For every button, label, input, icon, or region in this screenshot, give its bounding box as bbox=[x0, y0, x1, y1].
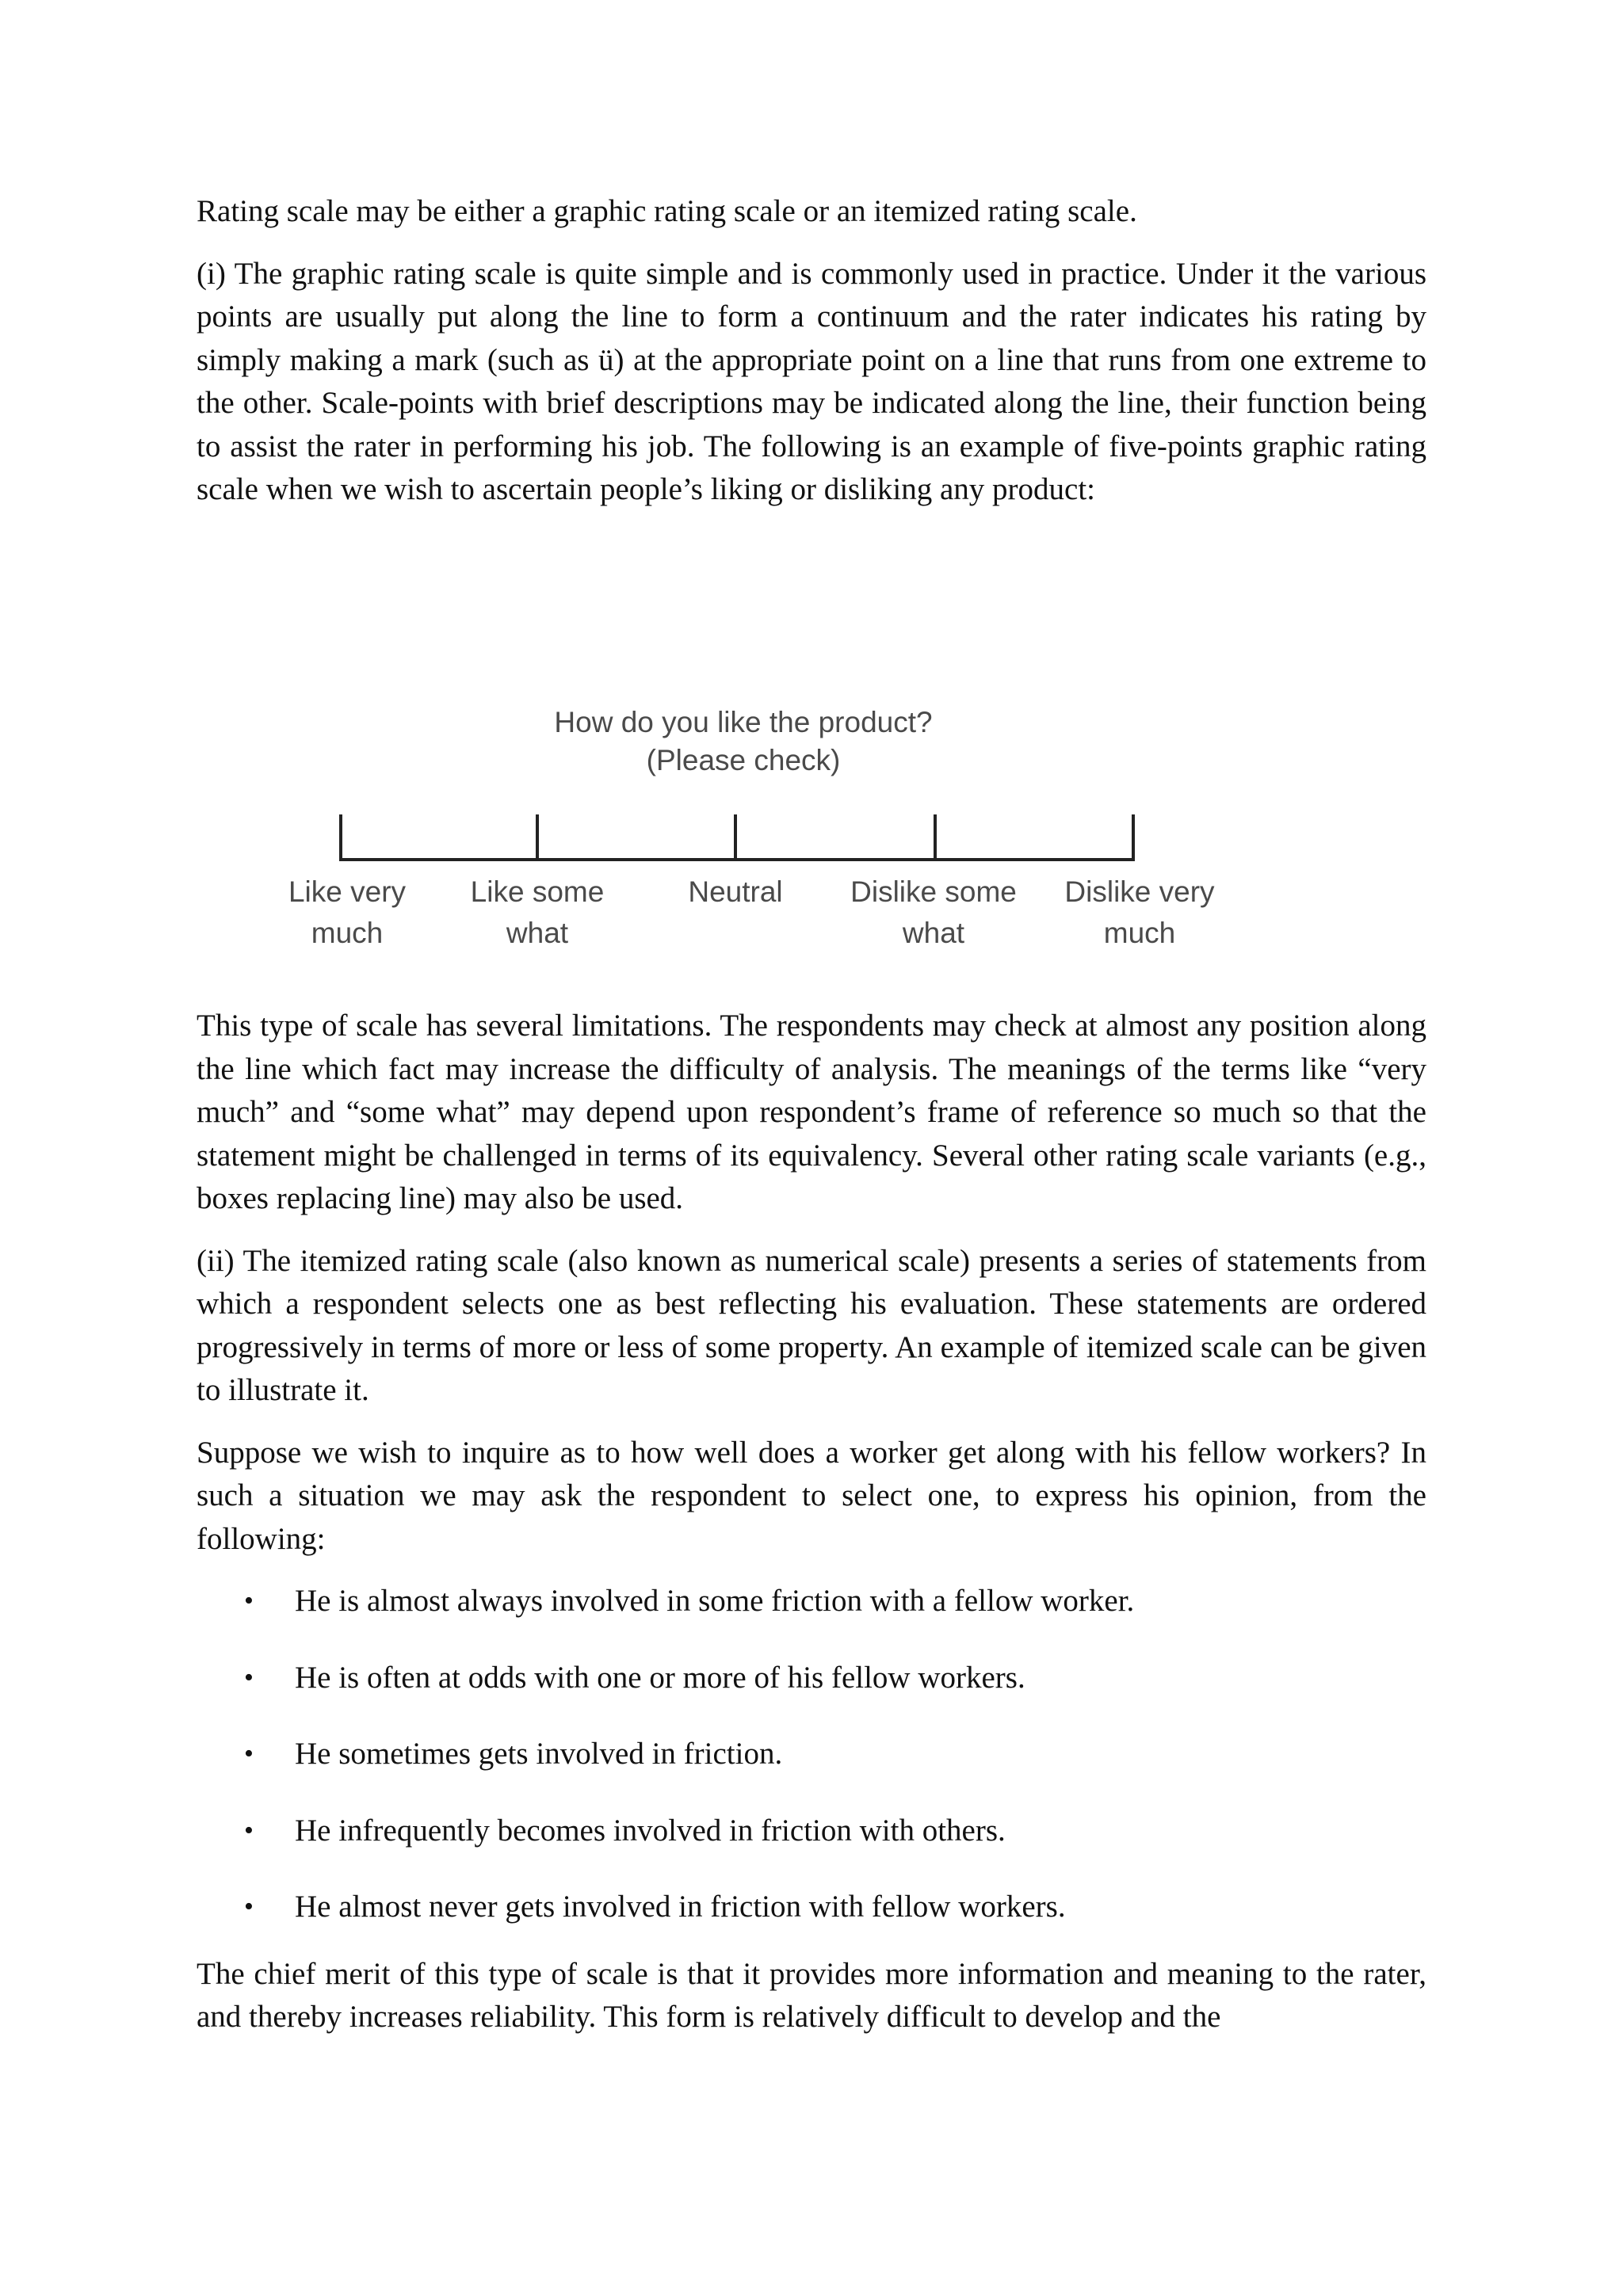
suppose-paragraph: Suppose we wish to inquire as to how well does a worker get along with his fellow workers? In such a situation we may ask the respondent to select one, to express his opinion, from the following: bbox=[197, 1435, 1426, 1556]
scale-label-line: much bbox=[311, 917, 384, 949]
bullet-icon: • bbox=[244, 1586, 254, 1615]
rating-scale-diagram bbox=[197, 697, 1426, 967]
limitations-paragraph: This type of scale has several limitations. The respondents may check at almost any position along the line which fact may increase the difficulty of analysis. The meanings of the terms like “very much” and “some what” may depend upon respondent’s frame of reference so much so that the statement might be challenged in terms of its equivalency. Several other rating scale variants (e.g., boxes replacing line) may also be used. bbox=[197, 1009, 1426, 1215]
scale-label-dislike-very-much bbox=[1037, 871, 1243, 954]
intro-paragraph: Rating scale may be either a graphic rating scale or an itemized rating scale. bbox=[197, 194, 1137, 228]
bullet-icon: • bbox=[244, 1892, 254, 1921]
bullet-icon: • bbox=[244, 1739, 254, 1768]
scale-label-line: what bbox=[506, 917, 569, 949]
scale-label-dislike-some-what bbox=[831, 871, 1037, 954]
scale-label-line: much bbox=[1103, 917, 1176, 949]
scale-label-line: Dislike very bbox=[1064, 875, 1215, 908]
list-item bbox=[197, 1886, 1426, 1929]
list-item-text: He infrequently becomes involved in friction with others. bbox=[295, 1813, 1006, 1848]
figure-title-line1: How do you like the product? bbox=[554, 706, 933, 738]
scale-label-line: Like very bbox=[288, 875, 407, 908]
document-page-lower bbox=[197, 1005, 1426, 2058]
scale-label-like-some-what bbox=[434, 871, 640, 954]
scale-label-line: Neutral bbox=[688, 875, 783, 908]
list-item bbox=[197, 1657, 1426, 1700]
scale-label-line: what bbox=[902, 917, 965, 949]
bullet-icon: • bbox=[244, 1815, 254, 1845]
itemized-scale-paragraph: (ii) The itemized rating scale (also known as numerical scale) presents a series of statements from which a respondent selects one as best reflecting his evaluation. These statements are ordered progressively in terms of more or less of some property. An example of itemized scale can be given to illustrate it. bbox=[197, 1243, 1426, 1407]
scale-label-like-very-much bbox=[244, 871, 450, 954]
figure-title-line2: (Please check) bbox=[646, 744, 841, 776]
list-item-text: He is almost always involved in some friction with a fellow worker. bbox=[295, 1584, 1135, 1618]
list-item-text: He sometimes gets involved in friction. bbox=[295, 1737, 783, 1771]
graphic-scale-paragraph: (i) The graphic rating scale is quite simple and is commonly used in practice. Under it the various points are usually put along the line to form a continuum and the rater indicates his rating by simply making a mark (such as ü) at the appropriate point on a line that runs from one extreme to the other. Scale-points with brief descriptions may be indicated along the line, their function being to assist the rater in performing his job. The following is an example of five-points graphic rating scale when we wish to ascertain people’s liking or disliking any product: bbox=[197, 256, 1426, 506]
list-item-text: He is often at odds with one or more of his fellow workers. bbox=[295, 1660, 1025, 1695]
document-page bbox=[197, 190, 1426, 531]
list-item bbox=[197, 1580, 1426, 1623]
itemized-statements-list bbox=[197, 1580, 1426, 1929]
scale-label-line: Dislike some bbox=[850, 875, 1017, 908]
merit-paragraph: The chief merit of this type of scale is that it provides more information and meaning to the rater, and thereby increases reliability. This form is relatively difficult to develop and the bbox=[197, 1956, 1426, 2034]
scale-label-neutral bbox=[632, 871, 838, 913]
list-item bbox=[197, 1810, 1426, 1853]
list-item-text: He almost never gets involved in friction with fellow workers. bbox=[295, 1890, 1066, 1924]
list-item bbox=[197, 1733, 1426, 1776]
bullet-icon: • bbox=[244, 1662, 254, 1692]
scale-label-line: Like some bbox=[470, 875, 605, 908]
